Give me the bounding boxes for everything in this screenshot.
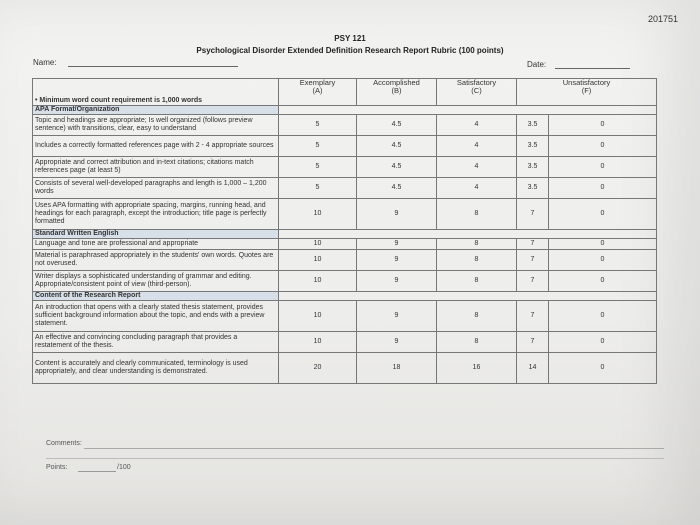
section-header-row [33,106,657,115]
score-unsatisfactory-zero[interactable]: 0 [549,199,657,230]
criterion-text: Topic and headings are appropriate; Is well organized (follows preview sentence) with transitions, clear, easy to understand [33,115,279,136]
section-title: APA Format/Organization [33,106,279,115]
score-exemplary[interactable]: 20 [279,353,357,384]
section-spacer [279,106,657,115]
score-exemplary[interactable]: 10 [279,250,357,271]
score-satisfactory[interactable]: 8 [437,239,517,250]
section-title: Content of the Research Report [33,292,279,301]
criterion-text: Appropriate and correct attribution and in-text citations; citations match references page (at least 5) [33,157,279,178]
criterion-row [33,157,657,178]
score-satisfactory[interactable]: 8 [437,250,517,271]
score-exemplary[interactable]: 10 [279,199,357,230]
name-field[interactable] [68,66,238,67]
points-label: Points: [46,464,68,471]
criterion-text: An introduction that opens with a clearly stated thesis statement, provides sufficient background information about the topic, and ends with a preview statement. [33,301,279,332]
score-accomplished[interactable]: 4.5 [357,157,437,178]
score-unsatisfactory-zero[interactable]: 0 [549,157,657,178]
level-code: (C) [471,86,482,95]
criterion-row [33,199,657,230]
score-unsatisfactory-zero[interactable]: 0 [549,250,657,271]
score-exemplary[interactable]: 5 [279,178,357,199]
score-unsatisfactory-partial[interactable]: 7 [517,271,549,292]
score-unsatisfactory-partial[interactable]: 3.5 [517,136,549,157]
level-code: (A) [312,86,323,95]
criterion-row [33,239,657,250]
score-exemplary[interactable]: 5 [279,115,357,136]
score-exemplary[interactable]: 5 [279,157,357,178]
score-unsatisfactory-partial[interactable]: 7 [517,239,549,250]
score-unsatisfactory-zero[interactable]: 0 [549,301,657,332]
criterion-text: Content is accurately and clearly communicated, terminology is used appropriately, and clear understanding is demonstrated. [33,353,279,384]
score-satisfactory[interactable]: 4 [437,136,517,157]
rubric-body [33,106,657,384]
score-accomplished[interactable]: 4.5 [357,136,437,157]
level-header-satisfactory [437,79,517,106]
criterion-text: Consists of several well-developed paragraphs and length is 1,000 – 1,200 words [33,178,279,199]
score-unsatisfactory-partial[interactable]: 7 [517,301,549,332]
criterion-text: Material is paraphrased appropriately in the students' own words. Quotes are not overused. [33,250,279,271]
score-exemplary[interactable]: 10 [279,301,357,332]
score-accomplished[interactable]: 9 [357,239,437,250]
criterion-text: Language and tone are professional and appropriate [33,239,279,250]
score-satisfactory[interactable]: 4 [437,115,517,136]
criterion-row [33,271,657,292]
minimum-requirement-note: • Minimum word count requirement is 1,000 words [33,79,279,106]
score-accomplished[interactable]: 4.5 [357,115,437,136]
score-unsatisfactory-zero[interactable]: 0 [549,136,657,157]
level-name: Exemplary [299,78,336,87]
score-satisfactory[interactable]: 4 [437,178,517,199]
criterion-row [33,250,657,271]
criterion-text: Uses APA formatting with appropriate spacing, margins, running head, and headings for each paragraph, except the introduction; title page is perfectly formatted [33,199,279,230]
section-spacer [279,292,657,301]
level-code: (B) [391,86,402,95]
score-accomplished[interactable]: 9 [357,250,437,271]
date-field[interactable] [555,68,630,69]
section-title: Standard Written English [33,230,279,239]
score-accomplished[interactable]: 4.5 [357,178,437,199]
score-unsatisfactory-zero[interactable]: 0 [549,353,657,384]
comments-field-continued[interactable] [46,458,664,459]
header-row [33,79,657,106]
score-unsatisfactory-partial[interactable]: 14 [517,353,549,384]
score-satisfactory[interactable]: 16 [437,353,517,384]
level-header-accomplished [357,79,437,106]
score-unsatisfactory-partial[interactable]: 3.5 [517,157,549,178]
score-unsatisfactory-partial[interactable]: 7 [517,199,549,230]
score-satisfactory[interactable]: 8 [437,199,517,230]
score-unsatisfactory-partial[interactable]: 7 [517,332,549,353]
score-accomplished[interactable]: 9 [357,301,437,332]
score-exemplary[interactable]: 10 [279,239,357,250]
level-header-exemplary [279,79,357,106]
score-accomplished[interactable]: 18 [357,353,437,384]
criterion-row [33,332,657,353]
score-exemplary[interactable]: 10 [279,271,357,292]
score-unsatisfactory-partial[interactable]: 7 [517,250,549,271]
criterion-row [33,178,657,199]
score-exemplary[interactable]: 10 [279,332,357,353]
score-unsatisfactory-zero[interactable]: 0 [549,271,657,292]
score-unsatisfactory-zero[interactable]: 0 [549,239,657,250]
date-label: Date: [527,60,547,69]
score-satisfactory[interactable]: 8 [437,271,517,292]
level-name: Unsatisfactory [562,78,611,87]
criterion-text: Writer displays a sophisticated understanding of grammar and editing. Appropriate/consistent point of view (third-person). [33,271,279,292]
points-total: /100 [117,464,131,471]
score-unsatisfactory-partial[interactable]: 3.5 [517,115,549,136]
score-unsatisfactory-zero[interactable]: 0 [549,178,657,199]
rubric-title: Psychological Disorder Extended Definition Research Report Rubric (100 points) [196,46,504,55]
score-accomplished[interactable]: 9 [357,271,437,292]
score-satisfactory[interactable]: 8 [437,332,517,353]
score-satisfactory[interactable]: 4 [437,157,517,178]
criterion-text: An effective and convincing concluding paragraph that provides a restatement of the thesis. [33,332,279,353]
score-satisfactory[interactable]: 8 [437,301,517,332]
score-unsatisfactory-zero[interactable]: 0 [549,332,657,353]
score-accomplished[interactable]: 9 [357,332,437,353]
comments-label: Comments: [46,440,82,447]
score-unsatisfactory-partial[interactable]: 3.5 [517,178,549,199]
criterion-row [33,301,657,332]
criterion-row [33,136,657,157]
section-header-row [33,230,657,239]
document-id: 201751 [647,14,678,24]
criterion-row [33,353,657,384]
name-label: Name: [33,58,57,67]
criterion-text: Includes a correctly formatted references page with 2 - 4 appropriate sources [33,136,279,157]
section-spacer [279,230,657,239]
level-code: (F) [581,86,592,95]
level-name: Accomplished [373,78,420,87]
course-code: PSY 121 [334,34,366,43]
level-header-unsatisfactory [517,79,657,106]
level-name: Satisfactory [456,78,497,87]
section-header-row [33,292,657,301]
points-field[interactable] [78,471,116,472]
score-unsatisfactory-zero[interactable]: 0 [549,115,657,136]
comments-field[interactable] [84,448,664,449]
score-accomplished[interactable]: 9 [357,199,437,230]
rubric-table [32,78,657,384]
criterion-row [33,115,657,136]
score-exemplary[interactable]: 5 [279,136,357,157]
